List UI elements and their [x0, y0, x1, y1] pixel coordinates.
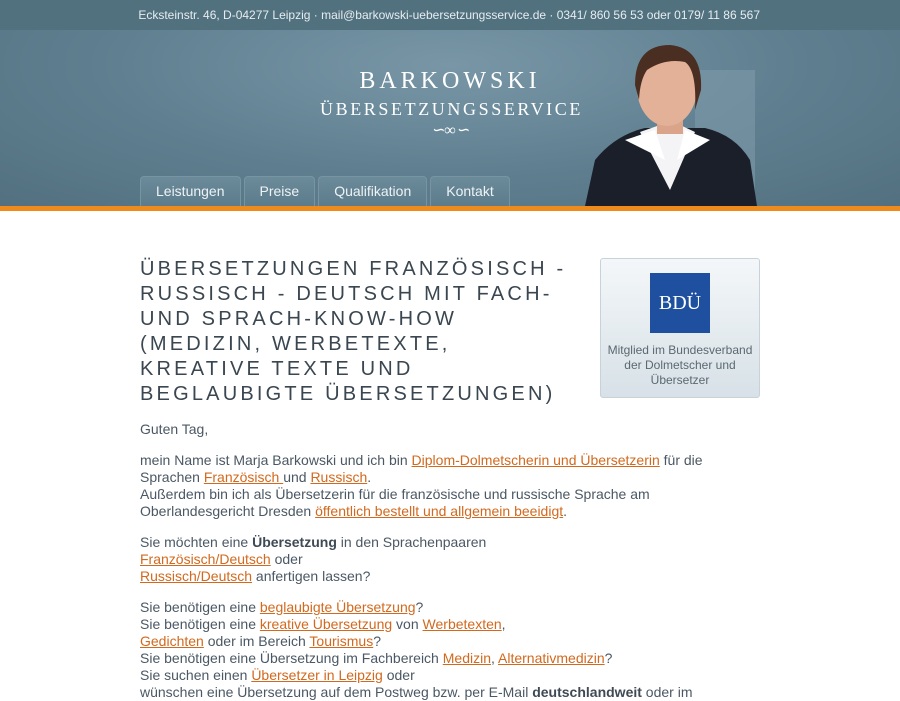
bdue-text: Mitglied im Bundesverband der Dolmetscher und Übersetzer: [607, 343, 753, 387]
text: oder im Bereich: [203, 633, 310, 649]
text-link[interactable]: Französisch: [203, 469, 284, 485]
text: von: [392, 616, 423, 632]
nav-tab-leistungen[interactable]: Leistungen: [140, 176, 241, 206]
text-link[interactable]: beglaubigte Übersetzung: [259, 599, 416, 615]
body-text: [140, 421, 760, 701]
text: Sie benötigen eine: [140, 616, 260, 632]
text: oder: [382, 667, 415, 683]
text: für die Sprachen: [140, 452, 703, 485]
text: .: [367, 469, 372, 485]
text: Guten Tag,: [140, 421, 209, 437]
text-link[interactable]: Russisch: [310, 469, 368, 485]
text: .: [563, 503, 568, 519]
text: ?: [415, 599, 424, 615]
nav-tab-qualifikation[interactable]: Qualifikation: [318, 176, 427, 206]
text-link[interactable]: kreative Übersetzung: [259, 616, 393, 632]
text: Sie möchten eine: [140, 534, 253, 550]
bold-text: Übersetzung: [252, 534, 337, 550]
text: ,: [501, 616, 506, 632]
page-title: ÜBERSETZUNGEN FRANZÖSISCH - RUSSISCH - DEUTSCH MIT FACH- UND SPRACH-KNOW-HOW (MEDIZIN, WERBETEXTE, KREATIVE TEXTE UND BEGLAUBIGTE ÜBERSETZUNGEN): [140, 258, 567, 405]
text: ?: [604, 650, 613, 666]
text-link[interactable]: öffentlich bestellt und allgemein beeidigt: [315, 503, 564, 519]
bdue-badge[interactable]: [600, 258, 760, 398]
text: oder im: [641, 684, 693, 700]
paragraph: [140, 599, 720, 701]
paragraph: [140, 534, 720, 585]
text: Sie benötigen eine Übersetzung im Fachbereich: [140, 650, 443, 666]
text-link[interactable]: Russisch/Deutsch: [140, 568, 253, 584]
text: und: [283, 469, 311, 485]
contact-bar: [0, 0, 900, 30]
text-link[interactable]: Werbetexten: [422, 616, 502, 632]
text: wünschen eine Übersetzung auf dem Postweg bzw. per E-Mail: [140, 684, 533, 700]
text: Sie benötigen eine: [140, 599, 260, 615]
logo[interactable]: [320, 68, 583, 140]
text: oder: [270, 551, 303, 567]
text: in den Sprachenpaaren: [336, 534, 487, 550]
nav-tab-kontakt[interactable]: Kontakt: [430, 176, 509, 206]
paragraph: [140, 421, 720, 438]
main-nav: [140, 176, 510, 206]
paragraph: [140, 452, 720, 520]
text-link[interactable]: Gedichten: [140, 633, 204, 649]
bold-text: deutschlandweit: [532, 684, 642, 700]
nav-tab-preise[interactable]: Preise: [244, 176, 316, 206]
text: anfertigen lassen?: [252, 568, 371, 584]
text-link[interactable]: Übersetzer in Leipzig: [251, 667, 383, 683]
ornament-icon: ∽∞∽: [430, 122, 470, 139]
text: ,: [491, 650, 499, 666]
bdue-logo: BDÜ: [650, 273, 710, 333]
logo-line1: BARKOWSKI: [359, 68, 541, 94]
text: mein Name ist Marja Barkowski und ich bin: [140, 452, 412, 468]
text-link[interactable]: Alternativmedizin: [498, 650, 605, 666]
logo-line2: ÜBERSETZUNGSSERVICE: [320, 99, 583, 119]
text-link[interactable]: Französisch/Deutsch: [140, 551, 271, 567]
text: Außerdem bin ich als Übersetzerin für die französische und russische Sprache am Oberlandesgericht Dresden: [140, 486, 650, 519]
text: Sie suchen einen: [140, 667, 252, 683]
text-link[interactable]: Tourismus: [309, 633, 374, 649]
portrait-photo: [585, 40, 760, 206]
header: [0, 30, 900, 206]
text: ?: [373, 633, 381, 649]
main-content: [0, 211, 900, 701]
contact-info: Ecksteinstr. 46, D-04277 Leipzig · mail@barkowski-uebersetzungsservice.de · 0341/ 860 56 53 oder 0179/ 11 86 567: [138, 8, 760, 22]
text-link[interactable]: Diplom-Dolmetscherin und Übersetzerin: [411, 452, 660, 468]
text-link[interactable]: Medizin: [442, 650, 491, 666]
